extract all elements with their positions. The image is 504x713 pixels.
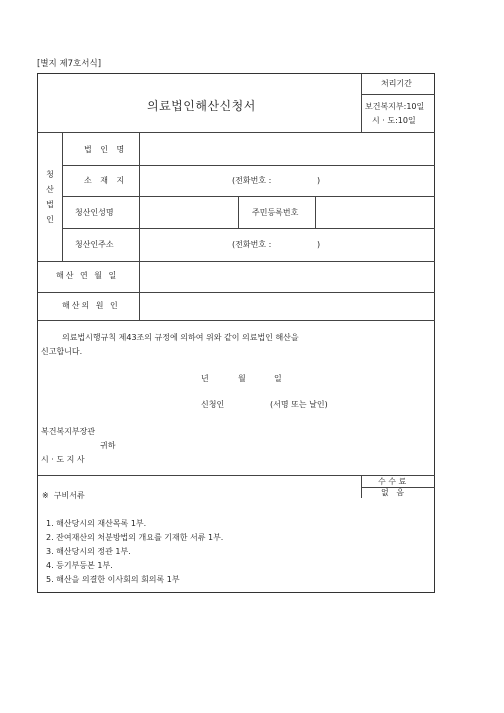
divider: [62, 228, 435, 229]
processing-period-ministry: 보건복지부:10일: [365, 102, 425, 111]
declaration-text-line2: 신고합니다.: [41, 347, 83, 356]
form-number-label: [별지 제7호서식]: [37, 59, 102, 69]
divider: [361, 74, 362, 132]
divider: [139, 132, 140, 320]
processing-period-province: 시 · 도:10일: [372, 116, 416, 125]
resident-number-label: 주민등록번호: [252, 208, 299, 217]
divider: [38, 132, 435, 133]
corp-name-label: 법 인 명: [84, 145, 128, 154]
divider: [62, 165, 435, 166]
divider: [361, 94, 435, 95]
divider: [38, 320, 435, 321]
section-char: 청: [46, 170, 54, 179]
divider: [62, 196, 435, 197]
date-day-label: 일: [274, 374, 282, 383]
recipient-suffix: 귀하: [100, 441, 116, 450]
date-month-label: 월: [238, 374, 246, 383]
recipient-minister: 복건복지부장관: [41, 427, 96, 436]
required-document-item: 3. 해산당시의 정관 1부.: [46, 547, 131, 556]
fee-value: 없 음: [381, 488, 405, 497]
applicant-label: 신청인: [201, 400, 225, 409]
processing-period-header: 처리기간: [381, 79, 412, 88]
date-year-label: 년: [201, 374, 209, 383]
signature-note: (서명 또는 날인): [270, 400, 328, 409]
corp-name-field[interactable]: [141, 134, 433, 163]
section-char: 법: [46, 200, 54, 209]
declaration-text-line1: 의료법시행규칙 제43조의 규정에 의하여 위와 같이 의료법인 해산을: [62, 333, 299, 342]
divider: [38, 292, 435, 293]
dissolution-reason-label: 해산의 원 인: [62, 301, 120, 310]
required-document-item: 4. 등기부등본 1부.: [46, 561, 113, 570]
divider: [238, 196, 239, 228]
divider: [38, 475, 435, 476]
section-char: 인: [46, 215, 54, 224]
location-phone-note: (전화번호 : ): [232, 176, 321, 185]
address-phone-note: (전화번호 : ): [232, 240, 321, 249]
divider: [62, 132, 63, 261]
fee-header: 수 수 료: [378, 477, 407, 486]
required-document-item: 2. 잔여재산의 처분방법의 개요를 기재한 서류 1부.: [46, 533, 224, 542]
divider: [38, 261, 435, 262]
section-char: 산: [46, 185, 54, 194]
required-document-item: 5. 해산을 의결한 이사회의 회의록 1부: [46, 575, 180, 584]
dissolution-date-label: 해산 연 월 일: [56, 271, 119, 280]
divider: [361, 475, 362, 498]
liquidator-address-label: 청산인주소: [75, 240, 114, 249]
location-label: 소 재 지: [84, 176, 128, 185]
liquidator-name-label: 청산인성명: [75, 208, 114, 217]
form-title: 의료법인해산신청서: [147, 99, 256, 113]
divider: [315, 196, 316, 228]
required-document-item: 1. 해산당시의 재산목록 1부.: [46, 519, 147, 528]
application-form: [37, 73, 435, 593]
liquidation-corp-section-label: [38, 167, 62, 227]
required-documents-header: ※ 구비서류: [42, 491, 85, 500]
recipient-governor: 시 · 도 지 사: [41, 455, 85, 464]
